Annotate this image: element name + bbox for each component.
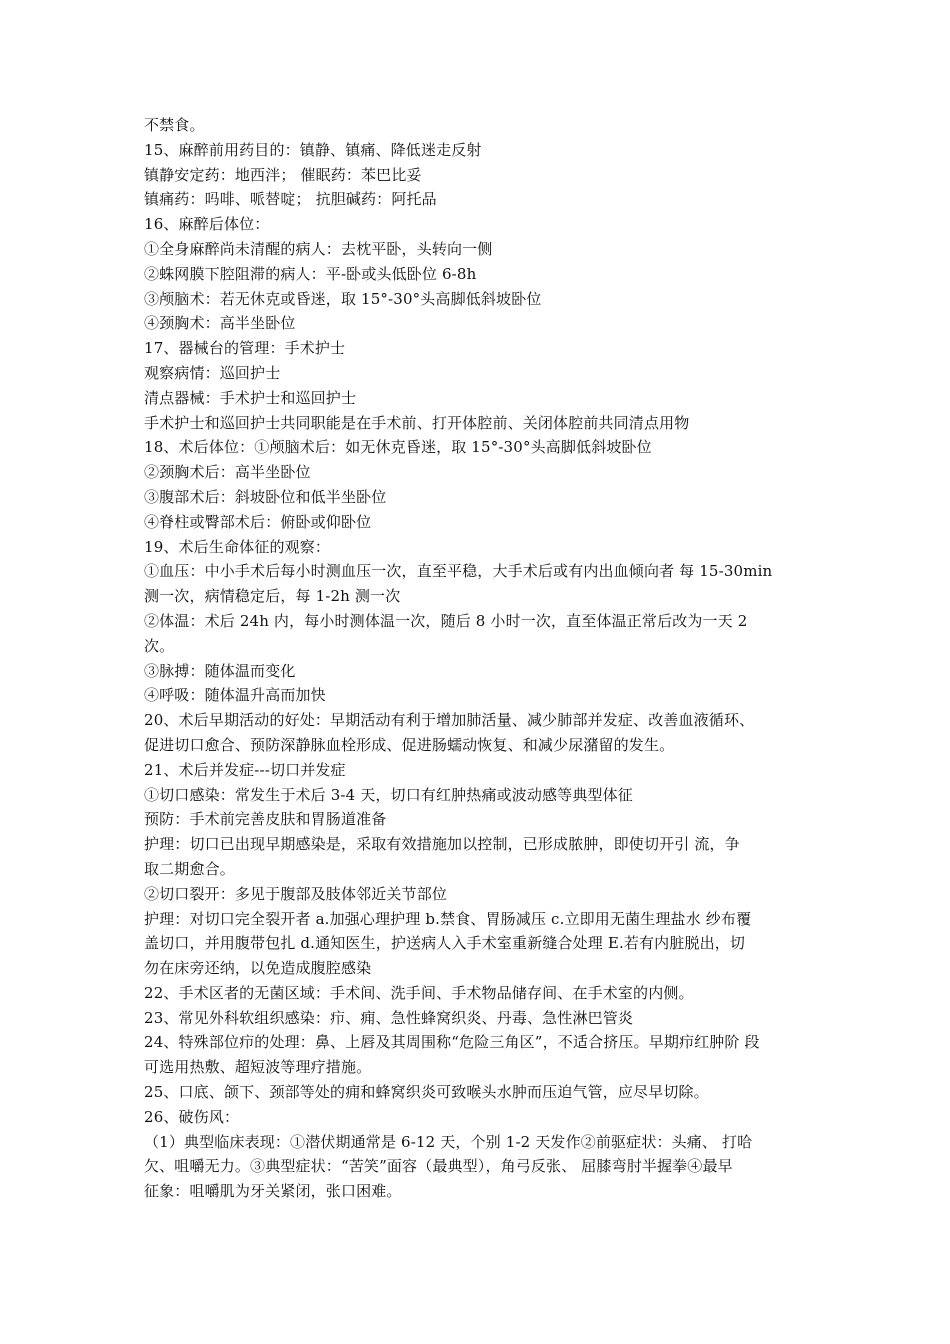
text-line-1: 不禁食。 xyxy=(144,116,205,134)
text-line-38: 24、特殊部位疖的处理：鼻、上唇及其周围称“危险三角区”，不适合挤压。早期疖红肿阶 段 xyxy=(144,1033,760,1052)
text-line-33: 护理：对切口完全裂开者 a.加强心理护理 b.禁食、胃肠减压 c.立即用无菌生理盐水 纱布覆 xyxy=(144,909,752,928)
text-line-23: ③脉搏：随体温而变化 xyxy=(144,661,296,680)
text-line-25: 20、术后早期活动的好处：早期活动有利于增加肺活量、减少肺部并发症、改善血液循环、 xyxy=(144,711,755,730)
text-line-35: 勿在床旁还纳，以免造成腹腔感染 xyxy=(144,959,372,978)
text-line-20: 测一次，病情稳定后，每 1-2h 测一次 xyxy=(144,587,401,606)
text-line-11: 观察病情：巡回护士 xyxy=(144,363,281,382)
text-line-34: 盖切口，并用腹带包扎 d.通知医生，护送病人入手术室重新缝合处理 E.若有内脏脱出，切 xyxy=(144,934,746,953)
text-line-12: 清点器械：手术护士和巡回护士 xyxy=(144,388,357,407)
text-line-42: （1）典型临床表现：①潜伏期通常是 6-12 天，个别 1-2 天发作②前驱症状：头痛、 打哈 xyxy=(144,1132,753,1151)
text-line-17: ④脊柱或臀部术后：俯卧或仰卧位 xyxy=(144,512,372,531)
text-line-41: 26、破伤风： xyxy=(144,1107,240,1126)
text-line-37: 23、常见外科软组织感染：疖、痈、急性蜂窝织炎、丹毒、急性淋巴管炎 xyxy=(144,1008,634,1027)
text-line-16: ③腹部术后：斜坡卧位和低半坐卧位 xyxy=(144,487,387,506)
document-page xyxy=(144,113,808,1204)
text-line-39: 可选用热敷、超短波等理疗措施。 xyxy=(144,1058,372,1077)
text-line-15: ②颈胸术后：高半坐卧位 xyxy=(144,463,311,482)
text-line-29: 预防：手术前完善皮肤和胃肠道准备 xyxy=(144,810,387,829)
text-line-4: 镇痛药：吗啡、哌替啶； 抗胆碱药：阿托品 xyxy=(144,190,437,209)
text-line-36: 22、手术区者的无菌区域：手术间、洗手间、手术物品储存间、在手术室的内侧。 xyxy=(144,983,694,1002)
text-line-43: 欠、咀嚼无力。③典型症状：“苦笑”面容（最典型），角弓反张、 屈膝弯肘半握拳④最早 xyxy=(144,1157,733,1176)
text-line-30: 护理：切口已出现早期感染是，采取有效措施加以控制，已形成脓肿，即使切开引 流，争 xyxy=(144,835,740,854)
text-line-44: 征象：咀嚼肌为牙关紧闭，张口困难。 xyxy=(144,1182,402,1201)
text-line-24: ④呼吸：随体温升高而加快 xyxy=(144,686,326,705)
text-line-28: ①切口感染：常发生于术后 3-4 天，切口有红肿热痛或波动感等典型体征 xyxy=(144,785,633,804)
text-line-3: 镇静安定药：地西泮； 催眠药：苯巴比妥 xyxy=(144,165,422,184)
text-line-2: 15、麻醉前用药目的：镇静、镇痛、降低迷走反射 xyxy=(144,140,482,159)
text-line-21: ②体温：术后 24h 内，每小时测体温一次，随后 8 小时一次，直至体温正常后改为一天 2 xyxy=(144,611,748,630)
text-line-5: 16、麻醉后体位： xyxy=(144,215,270,234)
text-line-10: 17、器械台的管理：手术护士 xyxy=(144,339,346,358)
text-line-13: 手术护士和巡回护士共同职能是在手术前、打开体腔前、关闭体腔前共同清点用物 xyxy=(144,413,690,432)
text-line-22: 次。 xyxy=(144,636,175,655)
text-line-14: 18、术后体位：①颅脑术后：如无休克昏迷，取 15°-30°头高脚低斜坡卧位 xyxy=(144,438,652,457)
text-line-40: 25、口底、颌下、颈部等处的痈和蜂窝织炎可致喉头水肿而压迫气管，应尽早切除。 xyxy=(144,1083,709,1102)
text-line-18: 19、术后生命体征的观察： xyxy=(144,537,331,556)
text-line-8: ③颅脑术：若无休克或昏迷，取 15°-30°头高脚低斜坡卧位 xyxy=(144,289,542,308)
text-line-31: 取二期愈合。 xyxy=(144,859,235,878)
text-line-27: 21、术后并发症---切口并发症 xyxy=(144,760,346,779)
text-line-19: ①血压：中小手术后每小时测血压一次，直至平稳，大手术后或有内出血倾向者 每 15-30min xyxy=(144,562,773,581)
text-line-6: ①全身麻醉尚未清醒的病人：去枕平卧，头转向一侧 xyxy=(144,239,493,258)
text-line-32: ②切口裂开：多见于腹部及肢体邻近关节部位 xyxy=(144,884,448,903)
text-line-26: 促进切口愈合、预防深静脉血栓形成、促进肠蠕动恢复、和减少尿潴留的发生。 xyxy=(144,735,675,754)
text-line-9: ④颈胸术：高半坐卧位 xyxy=(144,314,296,333)
text-line-7: ②蛛网膜下腔阻滞的病人：平-卧或头低卧位 6-8h xyxy=(144,264,477,283)
